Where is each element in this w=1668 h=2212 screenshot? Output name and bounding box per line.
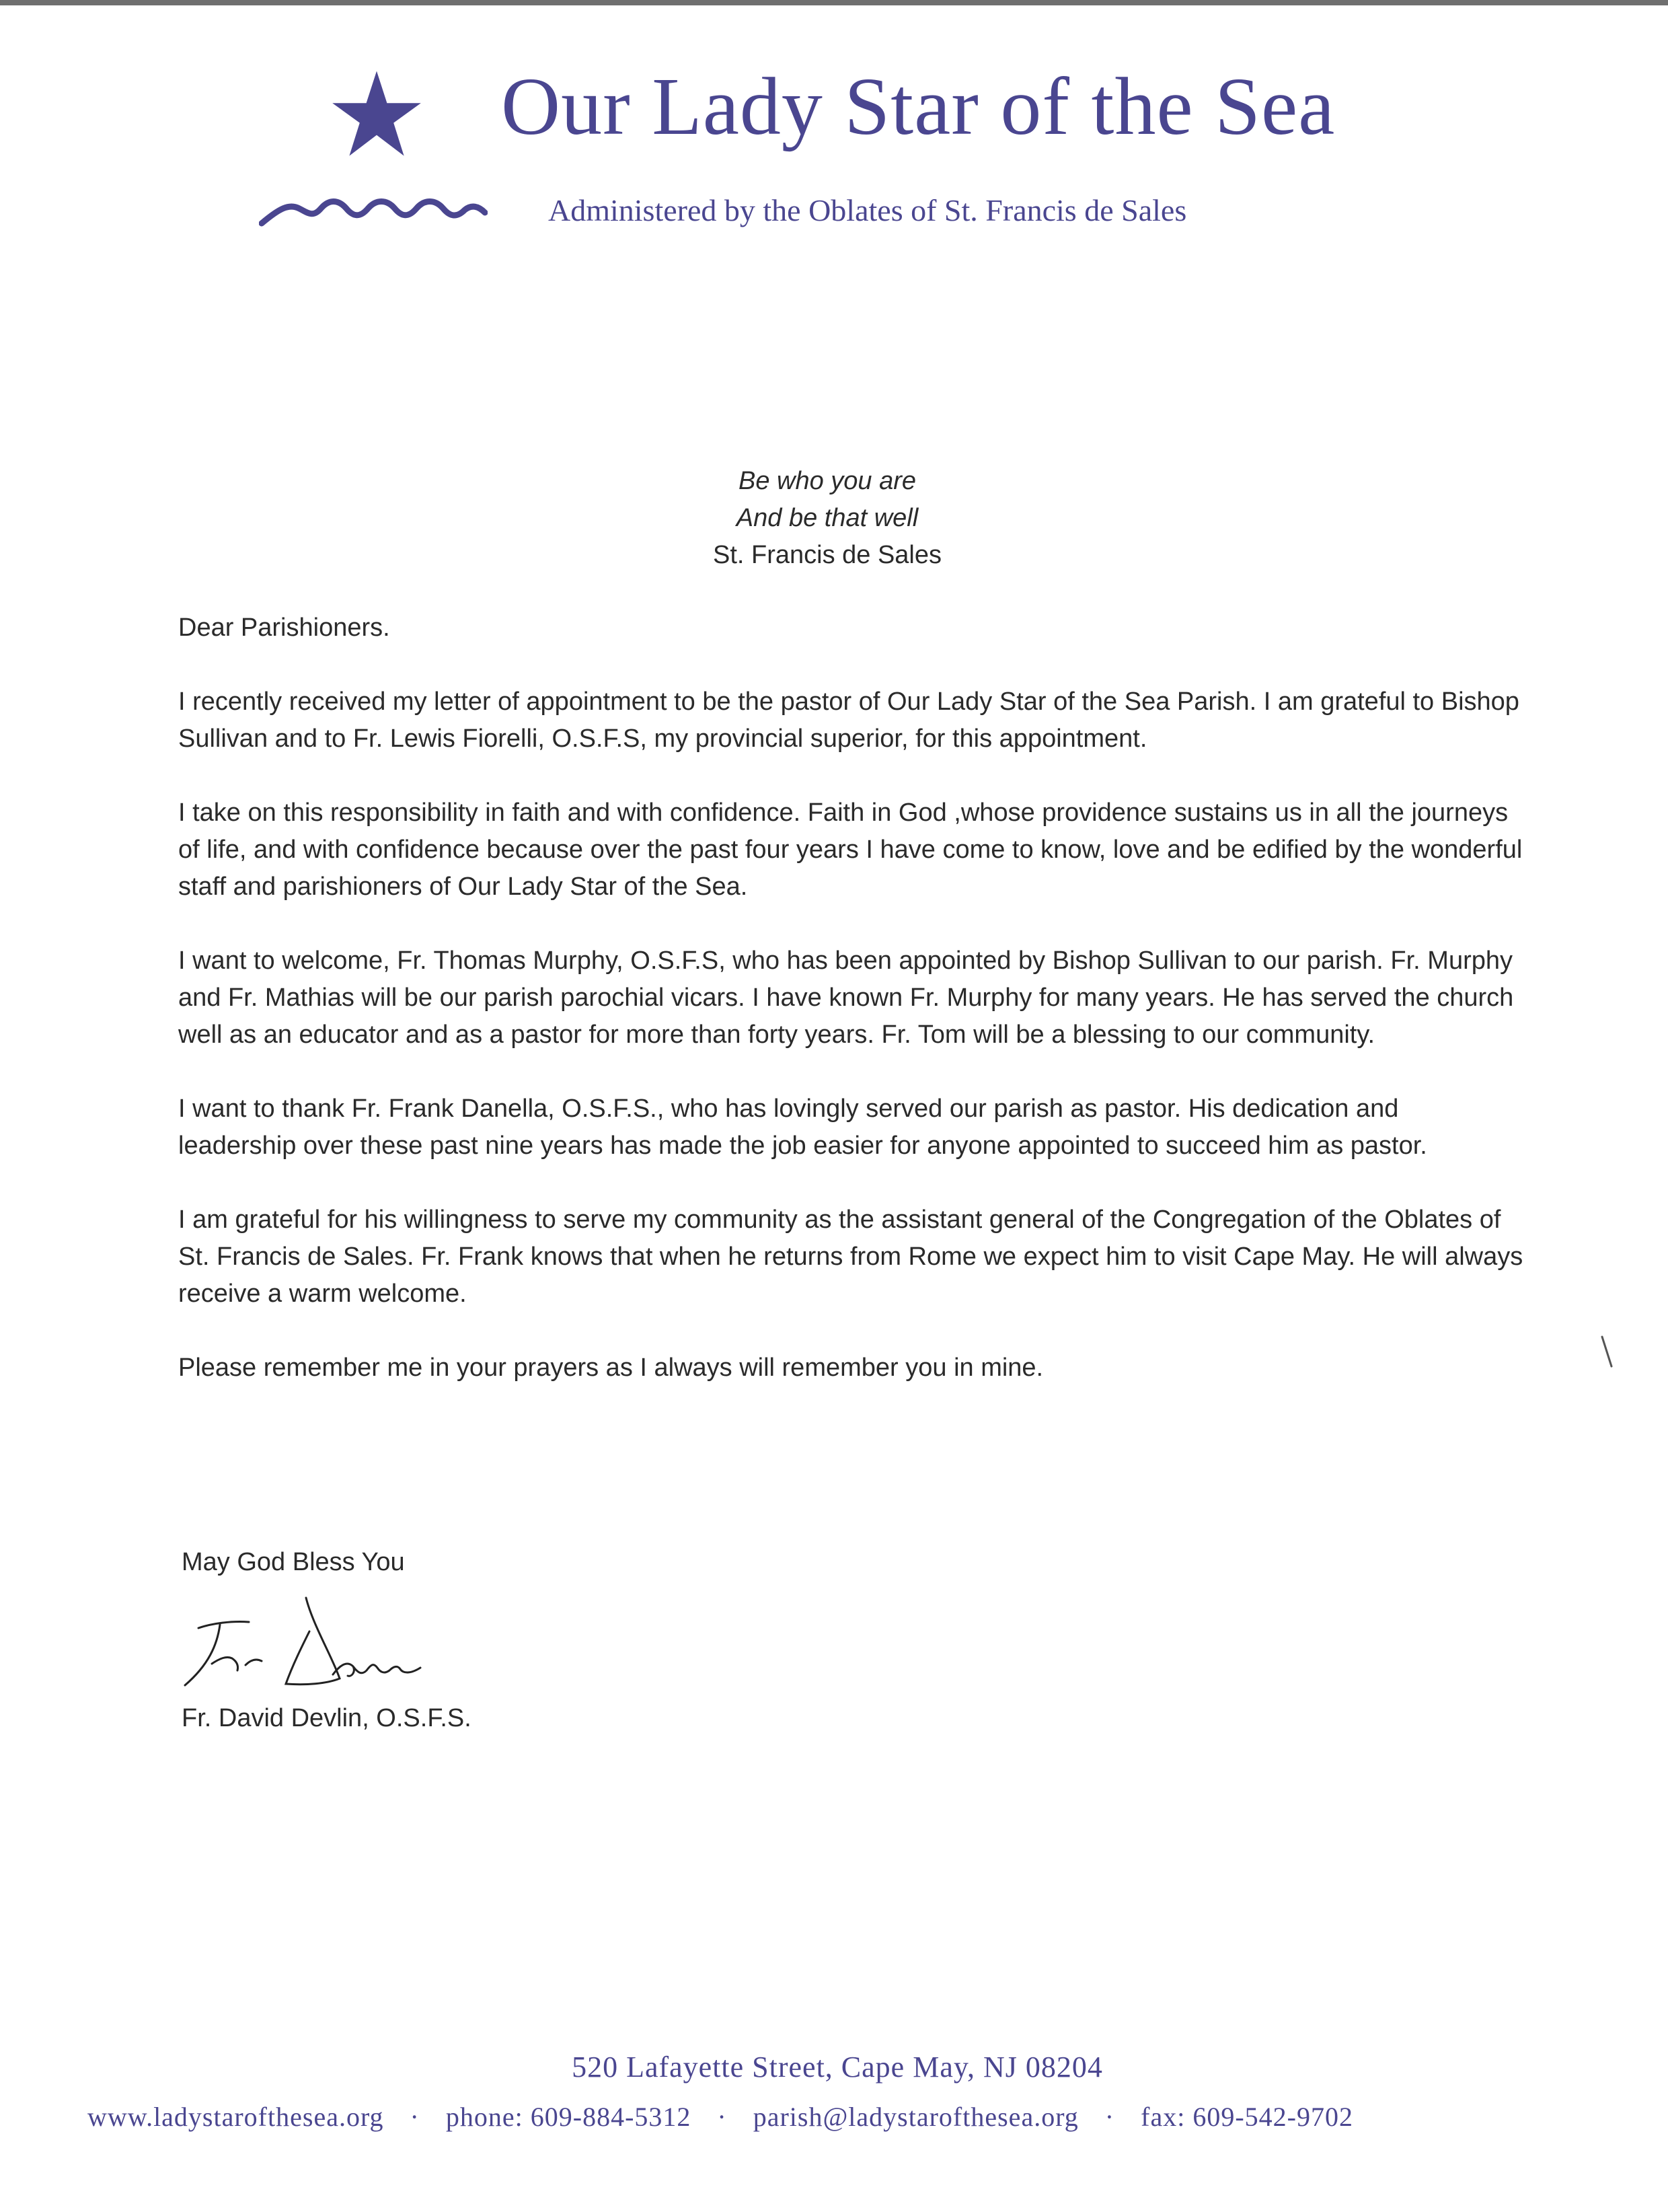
paragraph: I want to thank Fr. Frank Danella, O.S.F.S., who has lovingly served our parish as pastor. His dedication and leadership over these past nine years has made the job easier for anyone appointed to succeed him as pastor. — [178, 1095, 1427, 1160]
paragraph: I recently received my letter of appointment to be the pastor of Our Lady Star of the Sea Parish. I am grateful to Bishop Sullivan and to Fr. Lewis Fiorelli, O.S.F.S, my provincial superior, for this appointment. — [178, 688, 1519, 753]
quote-line: Be who you are — [738, 467, 917, 495]
epigraph-quote — [0, 463, 1655, 574]
footer-separator: · — [717, 2102, 727, 2132]
wave-icon — [259, 188, 488, 229]
letter-body — [178, 610, 1523, 1424]
footer-email: parish@ladystarofthesea.org — [753, 2102, 1079, 2132]
footer-fax: fax: 609-542-9702 — [1141, 2102, 1353, 2132]
quote-line: And be that well — [736, 504, 919, 532]
closing-block — [182, 1544, 720, 1581]
footer-address: 520 Lafayette Street, Cape May, NJ 08204 — [572, 2051, 1103, 2084]
scan-artifact-mark — [1601, 1335, 1614, 1369]
salutation: Dear Parishioners. — [178, 614, 390, 642]
footer-phone: phone: 609-884-5312 — [445, 2102, 691, 2132]
signer-name: Fr. David Devlin, O.S.F.S. — [182, 1704, 471, 1732]
handwritten-signature — [172, 1591, 467, 1699]
quote-attribution: St. Francis de Sales — [712, 541, 942, 569]
star-icon — [330, 67, 424, 161]
paragraph: I take on this responsibility in faith and with confidence. Faith in God ,whose providence sustains us in all the journeys of life, and with confidence because over the past four years I have come to know, love and be edified by the wonderful staff and parishioners of Our Lady Star of the Sea. — [178, 799, 1523, 901]
paragraph: Please remember me in your prayers as I always will remember you in mine. — [178, 1354, 1044, 1382]
organization-tagline: Administered by the Oblates of St. Francis de Sales — [548, 193, 1187, 227]
footer-separator: · — [1104, 2102, 1115, 2132]
footer-contacts — [87, 2101, 1567, 2133]
closing-line: May God Bless You — [182, 1548, 405, 1576]
letterhead — [0, 0, 1668, 283]
paragraph: I am grateful for his willingness to serve my community as the assistant general of the Congregation of the Oblates of St. Francis de Sales. Fr. Frank knows that when he returns from Rome we expect him to visit Cape May. He will always receive a warm welcome. — [178, 1206, 1523, 1308]
footer-separator: · — [410, 2102, 420, 2132]
paragraph: I want to welcome, Fr. Thomas Murphy, O.S.F.S, who has been appointed by Bishop Sullivan to our parish. Fr. Murphy and Fr. Mathias will be our parish parochial vicars. I have known Fr. Murphy for many years. He has served the church well as an educator and as a pastor for more than forty years. Fr. Tom will be a blessing to our community. — [178, 947, 1514, 1049]
organization-name: Our Lady Star of the Sea — [501, 61, 1336, 152]
footer-website: www.ladystarofthesea.org — [87, 2102, 384, 2132]
